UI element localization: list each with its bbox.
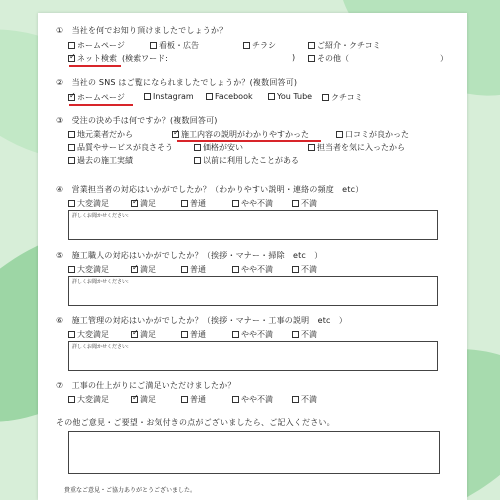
option-very-satisfied[interactable]: 大変満足 bbox=[68, 329, 109, 340]
comment-field[interactable]: 詳しくお聞かせください: bbox=[68, 341, 438, 371]
checkbox-checked[interactable] bbox=[131, 266, 138, 273]
checkbox[interactable] bbox=[232, 200, 239, 207]
option-facebook[interactable]: Facebook bbox=[206, 92, 253, 101]
checkbox[interactable] bbox=[68, 331, 75, 338]
option-homepage[interactable]: ホームページ bbox=[68, 40, 125, 51]
checkbox-checked[interactable] bbox=[172, 131, 179, 138]
checkbox[interactable] bbox=[68, 266, 75, 273]
option-dissatisfied[interactable]: 不満 bbox=[292, 198, 317, 209]
option-quality[interactable]: 品質やサービスが良さそう bbox=[68, 142, 173, 153]
option-net-search[interactable]: ✓ネット検索 bbox=[68, 53, 117, 64]
search-word-label: (検索ワード: bbox=[122, 54, 168, 63]
checkbox[interactable] bbox=[268, 93, 275, 100]
option-staff[interactable]: 担当者を気に入ったから bbox=[308, 142, 405, 153]
question-7-title: ⑦ 工事の仕上がりにご満足いただけましたか？ bbox=[56, 381, 236, 390]
option-slightly-dissatisfied[interactable]: やや不満 bbox=[232, 329, 273, 340]
option-used-before[interactable]: 以前に利用したことがある bbox=[194, 155, 299, 166]
checkbox[interactable] bbox=[68, 131, 75, 138]
checkbox[interactable] bbox=[232, 396, 239, 403]
survey-sheet bbox=[38, 13, 467, 500]
question-4-title: ④ 営業担当者の対応はいかがでしたか？（わかりやすい説明・連絡の頻度 etc） bbox=[56, 185, 364, 194]
option-slightly-dissatisfied[interactable]: やや不満 bbox=[232, 264, 273, 275]
checkbox[interactable] bbox=[68, 200, 75, 207]
question-5-title: ⑤ 施工職人の対応はいかがでしたか？（挨拶・マナー・掃除 etc ） bbox=[56, 251, 323, 260]
checkbox[interactable] bbox=[181, 266, 188, 273]
checkbox-checked[interactable] bbox=[68, 94, 75, 101]
option-sns-homepage[interactable]: ✓ホームページ bbox=[68, 92, 125, 103]
checkbox-checked[interactable] bbox=[131, 200, 138, 207]
checkbox[interactable] bbox=[243, 42, 250, 49]
checkbox[interactable] bbox=[68, 157, 75, 164]
checkbox[interactable] bbox=[292, 266, 299, 273]
option-good-reviews[interactable]: 口コミが良かった bbox=[336, 129, 409, 140]
checkbox[interactable] bbox=[181, 331, 188, 338]
option-youtube[interactable]: You Tube bbox=[268, 92, 312, 101]
red-underline bbox=[69, 65, 121, 67]
checkbox[interactable] bbox=[194, 157, 201, 164]
checkbox[interactable] bbox=[308, 55, 315, 62]
checkbox[interactable] bbox=[68, 144, 75, 151]
checkbox[interactable] bbox=[292, 200, 299, 207]
option-referral[interactable]: ご紹介・クチコミ bbox=[308, 40, 381, 51]
checkbox[interactable] bbox=[308, 144, 315, 151]
comment-field[interactable]: 詳しくお聞かせください: bbox=[68, 276, 438, 306]
option-normal[interactable]: 普通 bbox=[181, 329, 206, 340]
option-signboard[interactable]: 看板・広告 bbox=[150, 40, 199, 51]
option-other[interactable]: その他（ bbox=[308, 53, 349, 64]
checkbox[interactable] bbox=[181, 200, 188, 207]
checkbox[interactable] bbox=[181, 396, 188, 403]
option-dissatisfied[interactable]: 不満 bbox=[292, 394, 317, 405]
option-very-satisfied[interactable]: 大変満足 bbox=[68, 394, 109, 405]
option-dissatisfied[interactable]: 不満 bbox=[292, 264, 317, 275]
checkbox[interactable] bbox=[68, 396, 75, 403]
option-past-work[interactable]: 過去の施工実績 bbox=[68, 155, 133, 166]
thanks-message: 貴重なご意見・ご協力ありがとうございました。 bbox=[64, 487, 197, 494]
red-underline bbox=[69, 104, 133, 106]
option-slightly-dissatisfied[interactable]: やや不満 bbox=[232, 394, 273, 405]
option-dissatisfied[interactable]: 不満 bbox=[292, 329, 317, 340]
checkbox[interactable] bbox=[232, 331, 239, 338]
other-comments-field[interactable] bbox=[68, 431, 440, 474]
option-slightly-dissatisfied[interactable]: やや不満 bbox=[232, 198, 273, 209]
option-normal[interactable]: 普通 bbox=[181, 198, 206, 209]
checkbox[interactable] bbox=[232, 266, 239, 273]
other-close: ） bbox=[440, 54, 448, 63]
option-satisfied[interactable]: ✓ 満足 bbox=[131, 329, 156, 340]
checkbox[interactable] bbox=[194, 144, 201, 151]
option-local[interactable]: 地元業者だから bbox=[68, 129, 133, 140]
option-normal[interactable]: 普通 bbox=[181, 394, 206, 405]
question-1-title: ① 当社を何でお知り頂けましたでしょうか？ bbox=[56, 26, 228, 35]
search-word-close: ) bbox=[292, 53, 296, 62]
question-3-title: ③ 受注の決め手は何ですか？(複数回答可) bbox=[56, 116, 218, 125]
option-instagram[interactable]: Instagram bbox=[144, 92, 194, 101]
option-satisfied[interactable]: ✓ 満足 bbox=[131, 264, 156, 275]
checkbox[interactable] bbox=[68, 42, 75, 49]
checkbox-checked[interactable] bbox=[68, 55, 75, 62]
option-price[interactable]: 価格が安い bbox=[194, 142, 243, 153]
checkbox[interactable] bbox=[144, 93, 151, 100]
checkbox[interactable] bbox=[336, 131, 343, 138]
option-very-satisfied[interactable]: 大変満足 bbox=[68, 264, 109, 275]
question-2-title: ② 当社の SNS はご覧になられましたでしょうか？(複数回答可) bbox=[56, 78, 298, 87]
comment-field[interactable]: 詳しくお聞かせください: bbox=[68, 210, 438, 240]
option-satisfied[interactable]: ✓ 満足 bbox=[131, 394, 156, 405]
option-normal[interactable]: 普通 bbox=[181, 264, 206, 275]
checkbox-checked[interactable] bbox=[131, 331, 138, 338]
option-clear-explanation[interactable]: ✓ 施工内容の説明がわかりやすかった bbox=[172, 129, 309, 140]
option-flyer[interactable]: チラシ bbox=[243, 40, 276, 51]
checkbox[interactable] bbox=[308, 42, 315, 49]
checkbox[interactable] bbox=[292, 396, 299, 403]
checkbox-checked[interactable] bbox=[131, 396, 138, 403]
other-comments-title: その他ご意見・ご要望・お気付きの点がございましたら、ご記入ください。 bbox=[56, 418, 335, 427]
checkbox[interactable] bbox=[322, 94, 329, 101]
checkbox[interactable] bbox=[206, 93, 213, 100]
option-satisfied[interactable]: ✓ 満足 bbox=[131, 198, 156, 209]
checkbox[interactable] bbox=[150, 42, 157, 49]
question-6-title: ⑥ 施工管理の対応はいかがでしたか？（挨拶・マナー・工事の説明 etc ） bbox=[56, 316, 348, 325]
checkbox[interactable] bbox=[292, 331, 299, 338]
option-very-satisfied[interactable]: 大変満足 bbox=[68, 198, 109, 209]
option-kuchikomi[interactable]: クチコミ bbox=[322, 92, 363, 103]
